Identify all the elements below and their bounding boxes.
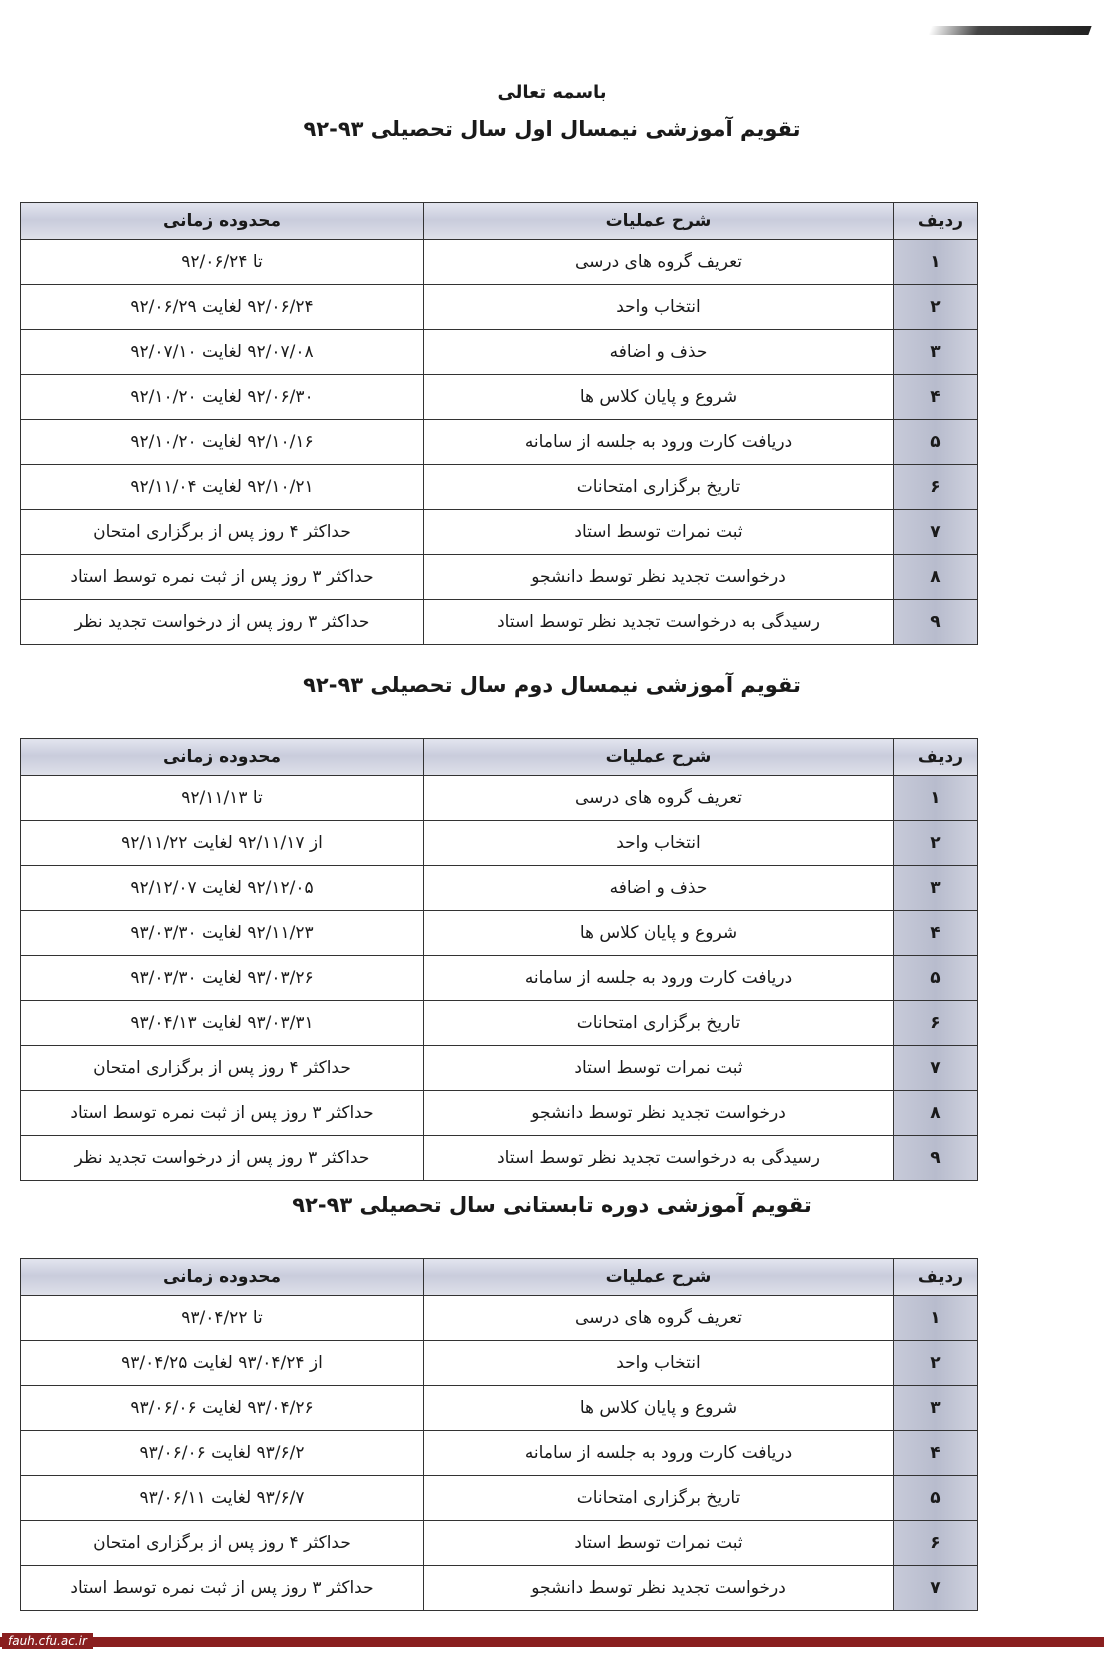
- scan-corner-mark: [928, 26, 1091, 35]
- row-time-range: ۹۲/۱۰/۲۱ لغایت ۹۲/۱۱/۰۴: [21, 465, 424, 510]
- row-time-range: ۹۲/۱۲/۰۵ لغایت ۹۲/۱۲/۰۷: [21, 866, 424, 911]
- row-number: ۳: [894, 866, 978, 911]
- row-time-range: ۹۳/۰۴/۲۶ لغایت ۹۳/۰۶/۰۶: [21, 1386, 424, 1431]
- table-row: [21, 1091, 978, 1136]
- row-description: شروع و پایان کلاس ها: [424, 1386, 894, 1431]
- row-description: حذف و اضافه: [424, 330, 894, 375]
- row-description: ثبت نمرات توسط استاد: [424, 510, 894, 555]
- header-time-range: محدوده زمانی: [21, 203, 424, 240]
- row-number: ۶: [894, 1001, 978, 1046]
- row-time-range: حداکثر ۳ روز پس از درخواست تجدید نظر: [21, 600, 424, 645]
- row-description: تاریخ برگزاری امتحانات: [424, 1001, 894, 1046]
- row-description: ثبت نمرات توسط استاد: [424, 1521, 894, 1566]
- table-1-title: تقویم آموزشی نیمسال اول سال تحصیلی ۹۳-۹۲: [303, 117, 801, 141]
- row-description: انتخاب واحد: [424, 1341, 894, 1386]
- header-row-number: ردیف: [894, 1259, 978, 1296]
- header-description: شرح عملیات: [424, 1259, 894, 1296]
- table-row: [21, 956, 978, 1001]
- table-header-row: [21, 739, 978, 776]
- row-description: دریافت کارت ورود به جلسه از سامانه: [424, 420, 894, 465]
- table-row: [21, 465, 978, 510]
- row-time-range: ۹۲/۰۶/۲۴ لغایت ۹۲/۰۶/۲۹: [21, 285, 424, 330]
- row-number: ۷: [894, 1046, 978, 1091]
- calendar-table-3: [20, 1258, 978, 1611]
- row-time-range: تا ۹۲/۱۱/۱۳: [21, 776, 424, 821]
- row-time-range: ۹۳/۶/۲ لغایت ۹۳/۰۶/۰۶: [21, 1431, 424, 1476]
- row-time-range: ۹۳/۶/۷ لغایت ۹۳/۰۶/۱۱: [21, 1476, 424, 1521]
- row-time-range: حداکثر ۳ روز پس از ثبت نمره توسط استاد: [21, 1566, 424, 1611]
- row-description: شروع و پایان کلاس ها: [424, 911, 894, 956]
- row-number: ۲: [894, 821, 978, 866]
- table-row: [21, 1386, 978, 1431]
- table-header-row: [21, 1259, 978, 1296]
- row-number: ۲: [894, 285, 978, 330]
- table-2-title: تقویم آموزشی نیمسال دوم سال تحصیلی ۹۳-۹۲: [303, 673, 801, 697]
- row-time-range: از ۹۲/۱۱/۱۷ لغایت ۹۲/۱۱/۲۲: [21, 821, 424, 866]
- row-number: ۸: [894, 1091, 978, 1136]
- table-row: [21, 911, 978, 956]
- table-row: [21, 1136, 978, 1181]
- row-time-range: ۹۲/۱۰/۱۶ لغایت ۹۲/۱۰/۲۰: [21, 420, 424, 465]
- row-number: ۵: [894, 956, 978, 1001]
- row-number: ۸: [894, 555, 978, 600]
- row-time-range: حداکثر ۴ روز پس از برگزاری امتحان: [21, 510, 424, 555]
- row-description: تعریف گروه های درسی: [424, 240, 894, 285]
- row-description: تعریف گروه های درسی: [424, 776, 894, 821]
- row-description: حذف و اضافه: [424, 866, 894, 911]
- row-number: ۶: [894, 1521, 978, 1566]
- calendar-table-2: [20, 738, 978, 1181]
- header-description: شرح عملیات: [424, 739, 894, 776]
- row-number: ۱: [894, 1296, 978, 1341]
- header-row-number: ردیف: [894, 203, 978, 240]
- basmala-heading: باسمه تعالی: [497, 82, 607, 103]
- table-row: [21, 1476, 978, 1521]
- header-time-range: محدوده زمانی: [21, 1259, 424, 1296]
- table-row: [21, 240, 978, 285]
- row-time-range: ۹۲/۰۶/۳۰ لغایت ۹۲/۱۰/۲۰: [21, 375, 424, 420]
- row-time-range: تا ۹۲/۰۶/۲۴: [21, 240, 424, 285]
- row-number: ۹: [894, 1136, 978, 1181]
- table-row: [21, 330, 978, 375]
- row-description: درخواست تجدید نظر توسط دانشجو: [424, 555, 894, 600]
- row-description: دریافت کارت ورود به جلسه از سامانه: [424, 956, 894, 1001]
- table-row: [21, 285, 978, 330]
- table-row: [21, 555, 978, 600]
- footer-bar: [0, 1637, 1104, 1647]
- header-row-number: ردیف: [894, 739, 978, 776]
- row-description: تاریخ برگزاری امتحانات: [424, 465, 894, 510]
- row-number: ۹: [894, 600, 978, 645]
- row-description: انتخاب واحد: [424, 285, 894, 330]
- row-description: تعریف گروه های درسی: [424, 1296, 894, 1341]
- row-time-range: تا ۹۳/۰۴/۲۲: [21, 1296, 424, 1341]
- row-description: رسیدگی به درخواست تجدید نظر توسط استاد: [424, 600, 894, 645]
- row-time-range: حداکثر ۳ روز پس از ثبت نمره توسط استاد: [21, 555, 424, 600]
- table-3-title: تقویم آموزشی دوره تابستانی سال تحصیلی ۹۳-۹۲: [292, 1193, 812, 1217]
- table-row: [21, 375, 978, 420]
- table-row: [21, 1001, 978, 1046]
- row-number: ۵: [894, 420, 978, 465]
- row-description: رسیدگی به درخواست تجدید نظر توسط استاد: [424, 1136, 894, 1181]
- row-number: ۱: [894, 776, 978, 821]
- table-row: [21, 776, 978, 821]
- table-row: [21, 821, 978, 866]
- row-number: ۷: [894, 510, 978, 555]
- table-header-row: [21, 203, 978, 240]
- row-number: ۴: [894, 911, 978, 956]
- row-time-range: حداکثر ۴ روز پس از برگزاری امتحان: [21, 1521, 424, 1566]
- row-number: ۴: [894, 1431, 978, 1476]
- row-number: ۷: [894, 1566, 978, 1611]
- row-time-range: ۹۳/۰۳/۳۱ لغایت ۹۳/۰۴/۱۳: [21, 1001, 424, 1046]
- row-description: ثبت نمرات توسط استاد: [424, 1046, 894, 1091]
- table-row: [21, 510, 978, 555]
- row-number: ۴: [894, 375, 978, 420]
- row-description: شروع و پایان کلاس ها: [424, 375, 894, 420]
- table-row: [21, 600, 978, 645]
- table-row: [21, 1431, 978, 1476]
- header-description: شرح عملیات: [424, 203, 894, 240]
- row-time-range: ۹۲/۱۱/۲۳ لغایت ۹۳/۰۳/۳۰: [21, 911, 424, 956]
- table-row: [21, 1521, 978, 1566]
- row-time-range: ۹۲/۰۷/۰۸ لغایت ۹۲/۰۷/۱۰: [21, 330, 424, 375]
- calendar-table-1: [20, 202, 978, 645]
- row-number: ۱: [894, 240, 978, 285]
- table-row: [21, 1566, 978, 1611]
- footer-site-link[interactable]: fauh.cfu.ac.ir: [2, 1633, 93, 1649]
- table-row: [21, 866, 978, 911]
- table-row: [21, 1046, 978, 1091]
- table-row: [21, 420, 978, 465]
- row-description: انتخاب واحد: [424, 821, 894, 866]
- table-row: [21, 1296, 978, 1341]
- row-number: ۳: [894, 330, 978, 375]
- row-time-range: حداکثر ۳ روز پس از درخواست تجدید نظر: [21, 1136, 424, 1181]
- header-time-range: محدوده زمانی: [21, 739, 424, 776]
- table-row: [21, 1341, 978, 1386]
- row-description: دریافت کارت ورود به جلسه از سامانه: [424, 1431, 894, 1476]
- row-number: ۲: [894, 1341, 978, 1386]
- row-number: ۳: [894, 1386, 978, 1431]
- row-description: درخواست تجدید نظر توسط دانشجو: [424, 1566, 894, 1611]
- row-description: درخواست تجدید نظر توسط دانشجو: [424, 1091, 894, 1136]
- row-description: تاریخ برگزاری امتحانات: [424, 1476, 894, 1521]
- row-time-range: از ۹۳/۰۴/۲۴ لغایت ۹۳/۰۴/۲۵: [21, 1341, 424, 1386]
- row-time-range: حداکثر ۴ روز پس از برگزاری امتحان: [21, 1046, 424, 1091]
- row-number: ۵: [894, 1476, 978, 1521]
- row-time-range: حداکثر ۳ روز پس از ثبت نمره توسط استاد: [21, 1091, 424, 1136]
- row-time-range: ۹۳/۰۳/۲۶ لغایت ۹۳/۰۳/۳۰: [21, 956, 424, 1001]
- row-number: ۶: [894, 465, 978, 510]
